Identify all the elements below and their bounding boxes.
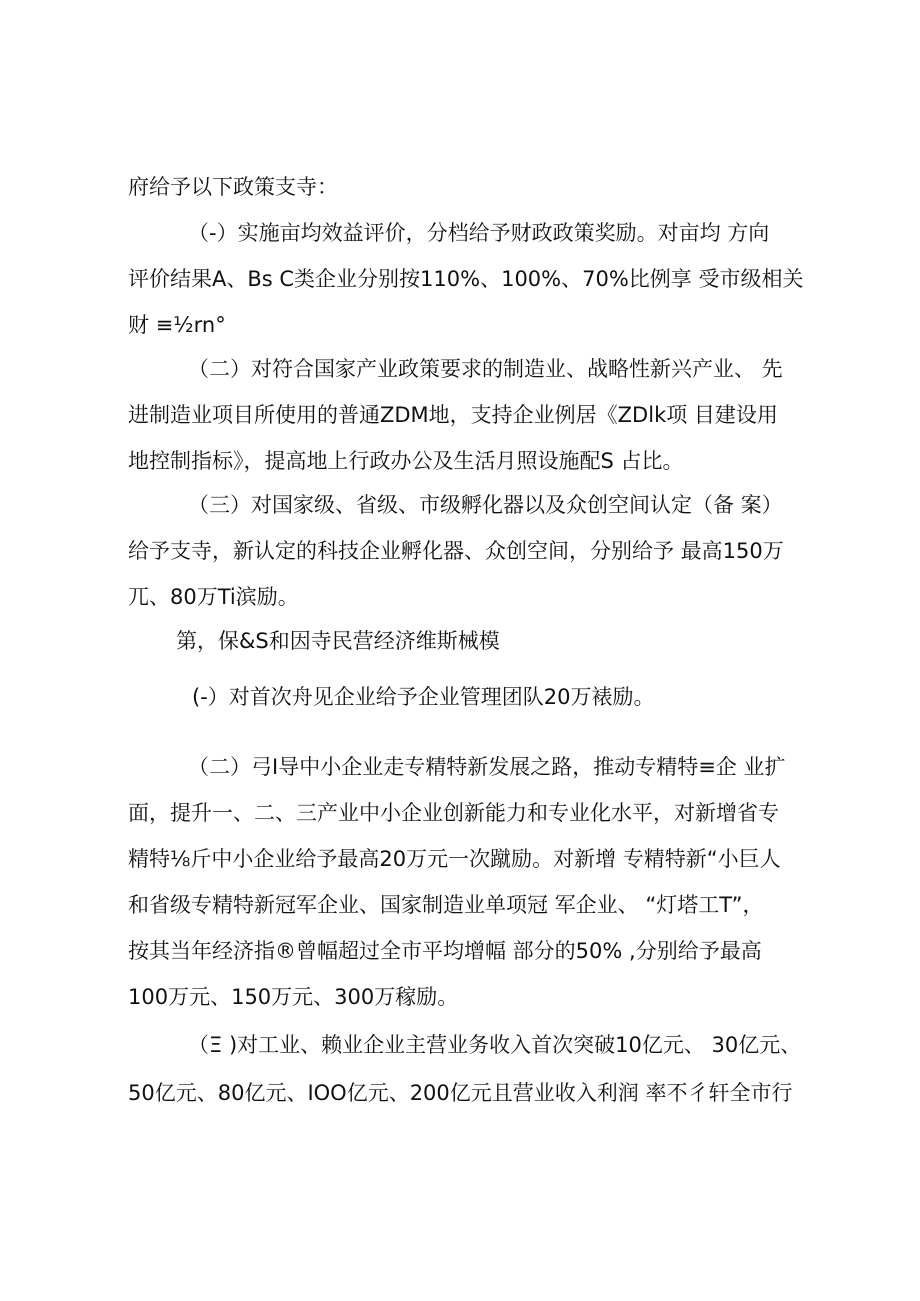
text-line: 精特⅛斤中小企业给予最高20万元一次蹴励。对新增 专精特新“小巨人 [128, 847, 781, 871]
text-line: （二）对符合国家产业政策要求的制造业、战略性新兴产业、 先 [188, 357, 783, 381]
text-line: 面，提升一、二、三产业中小企业创新能力和专业化水平，对新增省专 [128, 801, 779, 825]
text-line: （Ξ )对工业、赖业企业主营业务收入首次突破10亿元、 30亿元、 [188, 1033, 802, 1057]
text-line: （三）对国家级、省级、市级孵化器以及众创空间认定（备 案） [188, 493, 783, 517]
text-line: 进制造业项目所使用的普通ZDM地，支持企业例居《ZDlk项 目建设用 [128, 403, 778, 427]
text-line: 50亿元、80亿元、IOO亿元、200亿元且营业收入利润 率不彳轩全市行 [128, 1081, 793, 1105]
text-line: 100万元、150万元、300万稼励。 [128, 985, 459, 1009]
text-line: 地控制指标》，提高地上行政办公及生活月照设施配S 占比。 [128, 449, 684, 473]
text-line: 府给予以下政策支寺： [128, 175, 338, 199]
text-line: （二）弓I导中小企业走专精特新发展之路，推动专精特≡企 业扩 [188, 755, 786, 779]
text-line: 按其当年经济指®曾幅超过全市平均增幅 部分的50% ,分别给予最高 [128, 939, 762, 963]
text-line: （-）实施亩均效益评价，分档给予财政政策奖励。对亩均 方向 [188, 221, 770, 245]
section-heading: 第，保&S和因寺民营经济维斯械模 [176, 629, 500, 653]
text-line: 财 ≡½rn° [128, 313, 226, 337]
text-line: 和省级专精特新冠军企业、国家制造业单项冠 军企业、 “灯塔工T”， [128, 893, 764, 917]
text-line: 评价结果A、Bs C类企业分别按110%、100%、70%比例享 受市级相关 [128, 267, 804, 291]
text-line: 给予支寺，新认定的科技企业孵化器、众创空间，分别给予 最高150万 [128, 539, 784, 563]
text-line: (-）对首次舟见企业给予企业管理团队20万裱励。 [192, 685, 655, 709]
text-line: 兀、80万Ti滨励。 [128, 585, 299, 609]
